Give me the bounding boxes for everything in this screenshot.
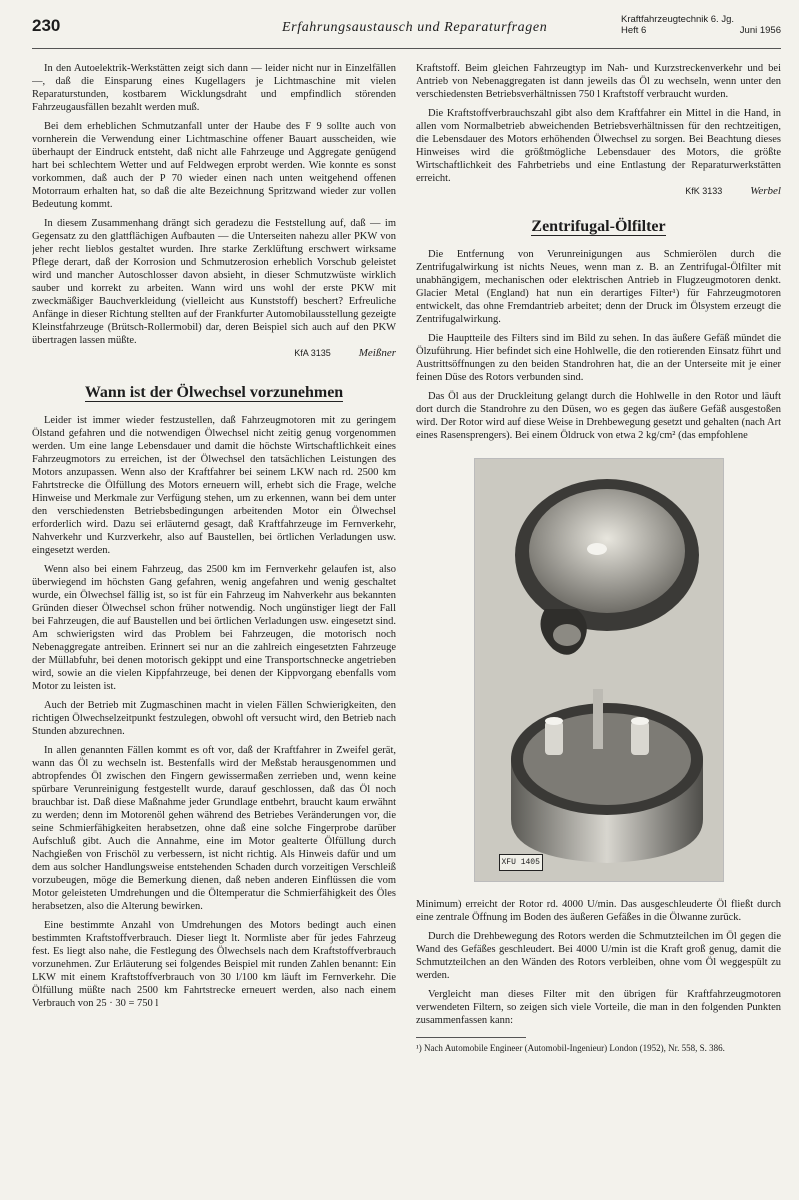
paragraph: Die Kraftstoffverbrauchszahl gibt also dem Kraftfahrer ein Mittel in die Hand, in allen vom Normalbetrieb abweichenden Betriebsverhältnissen für den rechtzeitigen, die Lebensdauer des Motors erhöhenden Ölwechsel zu sorgen. Bei Beachtung dieses Hinweises wird die größtmögliche Lebensdauer des Motors, die größte Wirtschaftlichkeit des Fahrbetriebs und eine Entlastung der Reparaturwerkstätten erreicht. <box>416 108 781 184</box>
paragraph: Vergleicht man dieses Filter mit den übrigen für Kraftfahrzeugmotoren verwendeten Filtern, so zeigen sich viele Vorteile, die man in den folgenden Punkten zusammenfassen kann: <box>416 989 781 1026</box>
signature <box>416 185 781 198</box>
filter-illustration <box>475 459 723 881</box>
paragraph: Minimum) erreicht der Rotor rd. 4000 U/min. Das ausgeschleuderte Öl fließt durch eine zentrale Öffnung im Boden des äußeren Gefäßes in die Ölwanne zurück. <box>416 899 781 923</box>
author-name: Meißner <box>358 347 396 359</box>
right-column <box>416 62 781 1192</box>
paragraph: In allen genannten Fällen kommt es oft vor, daß der Kraftfahrer in Zweifel gerät, wann das Öl zu wechseln ist. Bestenfalls wird der Meßstab herausgenommen und abtropfendes Öl zwischen den Fingern gewissermaßen zerrieben und, wenn keine spürbare Verunreinigung festgestellt wurde, darauf geschlossen, daß das Öl noch brauchbar ist. Daß diese Maßnahme jeder Grundlage entbehrt, braucht kaum erwähnt zu werden; denn im Motorenöl gehen während des Betriebes Veränderungen vor, die seine Schmierfähigkeiten herabsetzen, ohne daß eine solche Fingerprobe darüber Aufschluß gibt. Auch die Annahme, eine im Motor gealterte Ölfüllung durch Nachgießen von Frischöl zu verbessern, ist nicht richtig. Als Hinweis dafür und um dem aus solcher Handlungsweise entstehenden Schaden durch vorzeitigen Verschleiß vorzubeugen, möge die Bemerkung dienen, daß neben anderen Einflüssen die vom Motor geleisteten Umdrehungen und die Öltemperatur die Schmierfähigkeit des Öles herabsetzen, also die Alterung bewirken. <box>32 745 396 912</box>
footnote-rule <box>416 1037 526 1038</box>
running-title: Erfahrungsaustausch und Reparaturfragen <box>282 20 548 35</box>
article-heading: Zentrifugal-Ölfilter <box>531 218 666 235</box>
journal-issue: Heft 6 <box>621 25 647 36</box>
paragraph: In den Autoelektrik-Werkstätten zeigt sich dann — leider nicht nur in Einzelfällen —, daß die Einsparung eines Kugellagers je Lichtmaschine mit vielen Reparaturstunden, kostbarem Wicklungsdraht und empfindlich störenden Fahrzeugausfällen bezahlt werden muß. <box>32 63 396 113</box>
left-column <box>32 62 396 1192</box>
paragraph: Durch die Drehbewegung des Rotors werden die Schmutzteilchen im Öl gegen die Wand des Gefäßes geschleudert. Bei 4000 U/min ist die Kraft groß genug, damit die Schmutzteilchen an den Wänden des Rotors verbleiben, ohne vom Öl weggespült zu werden. <box>416 931 781 981</box>
filter-photo <box>474 458 724 882</box>
paragraph: Das Öl aus der Druckleitung gelangt durch die Hohlwelle in den Rotor und läuft dort durch die Standrohre zu den Düsen, wo es gegen das äußere Gefäß ausgestoßen wird. Der Rotor wird auf diese Weise in Drehbewegung gesetzt und gehalten (nach Art eines Rasensprengers). Bei einem Öldruck von etwa 2 kg/cm² (das empfohlene <box>416 391 781 441</box>
paragraph: Wenn also bei einem Fahrzeug, das 2500 km im Fernverkehr gelaufen ist, also überwiegend im höchsten Gang gefahren, wenig angefahren und wenig geschaltet wurde, ein Ölwechsel fällig ist, so ist für ein Fahrzeug im Nahverkehr aus bekannten Gründen dieser Ölwechsel schon früher notwendig. Noch ungünstiger liegt der Fall bei Fahrzeugen, die auf Baustellen und bei örtlichen Verladungen usw. eingesetzt sind. Am schwierigsten wird das Problem bei Fahrzeugen, die motorisch noch Nebenaggregate antreiben. Erinnert sei nur an die zahlreich eingesetzten Fahrzeuge der Müllabfuhr, bei denen motorisch gekippt und eine Transportschnecke angetrieben wird, sowie an die vielen Kippfahrzeuge, bei denen der Kippvorgang ebenfalls vom Motor zu leisten ist. <box>32 564 396 692</box>
paragraph: Leider ist immer wieder festzustellen, daß Fahrzeugmotoren mit zu geringem Ölstand gefahren und die notwendigen Ölwechsel nicht zeitig genug vorgenommen werden. Um eine lange Lebensdauer und damit die höchste Wirtschaftlichkeit eines Fahrzeugmotors zu erreichen, ist der Ölwechsel den tatsächlichen Leistungen des Motors anzupassen. Wenn also der Kraftfahrer bei seinem LKW nach rd. 2500 km Fahrtstrecke die Ölfüllung des Motors erneuern will, erhebt sich die Frage, welche Hinweise und Merkmale zur Verfügung stehen, um zu erkennen, wann bei dem unter den verschiedensten Betriebsbedingungen arbeitenden Motor ein Ölwechsel erforderlich wird. Dazu sei erläuternd gesagt, daß Kraftfahrzeuge im Fernverkehr, Nahverkehr und Kurzverkehr, also auf Baustellen, bei örtlichen Verladungen usw. eingesetzt werden. <box>32 415 396 556</box>
paragraph: Kraftstoff. Beim gleichen Fahrzeugtyp im Nah- und Kurzstreckenverkehr und bei Antrieb von Nebenaggregaten ist dann jeweils das Öl zu wechseln, wenn unter den verschiedensten Betriebsverhältnissen 750 l Kraftstoff verbraucht wurden. <box>416 63 781 100</box>
journal-date: Juni 1956 <box>739 25 781 36</box>
article-code: KfK 3133 <box>685 186 723 196</box>
figure-code: XFU 1405 <box>499 854 543 871</box>
article-heading: Wann ist der Ölwechsel vorzunehmen <box>84 384 344 401</box>
journal-info <box>621 14 781 36</box>
paragraph: Auch der Betrieb mit Zugmaschinen macht in vielen Fällen Schwierigkeiten, den richtigen Ölwechselzeitpunkt festzulegen, obwohl oft versucht wird, den Betrieb nach Stunden abzurechnen. <box>32 700 396 737</box>
paragraph: Die Hauptteile des Filters sind im Bild zu sehen. In das äußere Gefäß mündet die Ölzuführung. Hier befindet sich eine Hohlwelle, die den rotierenden Einsatz führt und Austrittsöffnungen zu den beiden Standrohren hat, die an der Unterseite mit je einer feinen Düse des Rotors verbunden sind. <box>416 333 781 383</box>
footnote: ¹) Nach Automobile Engineer (Automobil-Ingenieur) London (1952), Nr. 558, S. 386. <box>416 1043 725 1053</box>
paragraph: In diesem Zusammenhang drängt sich geradezu die Feststellung auf, daß — im Gegensatz zu den glattflächigen Aufbauten — die Unterseiten nahezu aller PKW von jeher recht lieblos gestaltet wurden. Ihre starke Zerklüftung erschwert wirksame Pflege derart, daß der Korrosion und Schmutzerosion erheblich Vorschub geleistet wird und mancher Autoschlosser davon absieht, in dieser Schmutzwüste wirklich sauber und korrekt zu arbeiten. Wann wird uns wohl der erste PKW mit zweckmäßiger Bauchverkleidung (vielleicht aus Kunststoff) beschert? Erfreuliche Anfänge in dieser Richtung stellten auf der Frankfurter Automobilausstellung gezeigte Kleinstfahrzeuge (Brütsch-Rollermobil) dar, deren Beispiel sich auch auf den PKW übertragen lassen müßte. <box>32 218 396 346</box>
paragraph: Die Entfernung von Verunreinigungen aus Schmierölen durch die Zentrifugalwirkung ist nichts Neues, wenn man z. B. an Zentrifugal-Ölfilter mit unabhängigem, mechanischen oder elektrischen Antrieb in Flugzeugmotoren denkt. Glacier Metal (England) hat nun ein derartiges Filter¹) für Fahrzeugmotoren entwickelt, das ohne Fremdantrieb arbeitet; denn der Druck im Ölsystem erzeugt die Zentrifugalwirkung. <box>416 249 781 325</box>
page-number: 230 <box>32 16 61 35</box>
author-name: Werbel <box>750 185 781 197</box>
paragraph: Eine bestimmte Anzahl von Umdrehungen des Motors bedingt auch einen bestimmten Kraftstoffverbrauch. Dieser liegt lt. Normliste aber für jedes Fahrzeug fest. Es liegt also nahe, die Festlegung des Ölwechsels nach dem Kraftstoffverbrauch vorzunehmen. Zur Erläuterung sei folgendes Beispiel mit runden Zahlen benannt: Ein LKW mit einem Kraftstoffverbrauch von 30 l/100 km läuft im Fernverkehr. Die Ölfüllung müßte nach 2500 km Fahrtstrecke erneuert werden, also nach einem Verbrauch von 25 · 30 = 750 l <box>32 920 396 1009</box>
paragraph: Bei dem erheblichen Schmutzanfall unter der Haube des F 9 sollte auch von vornherein die Verwendung einer Lichtmaschine offener Bauart ausscheiden, wie überhaupt der Eindruck entsteht, daß nicht alle Fahrzeuge und Aggregate genügend hart bei schlechtem Wetter und auf Feldwegen erprobt werden. Wie konnte es sonst vorkommen, daß auch der P 70 wieder einen nach unten weitgehend offenen Motorraum erhalten hat, so daß die alte Bezeichnung Spritzwand wieder zur vollen Bedeutung kommt. <box>32 121 396 210</box>
page-header <box>32 14 781 49</box>
journal-title: Kraftfahrzeugtechnik 6. Jg. <box>621 14 735 25</box>
article-code: KfA 3135 <box>294 348 331 358</box>
signature <box>32 347 396 360</box>
